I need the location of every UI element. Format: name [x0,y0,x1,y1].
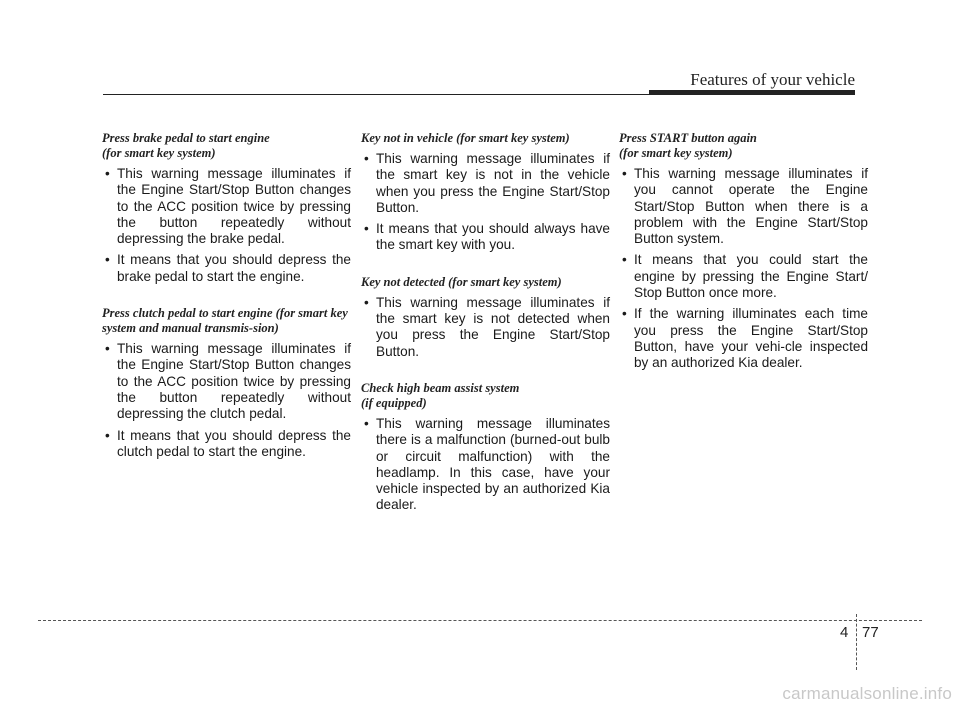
list-item: • This warning message illuminates there is a malfunction (burned-out bulb or circuit malfunction) with the headlamp. In this case, have your vehicle inspected by an authorized Kia dealer. [361,416,610,514]
column-2 [361,131,610,519]
list-item: • It means that you should depress the brake pedal to start the engine. [102,252,351,285]
section-brake-pedal [102,131,351,285]
column-1 [102,131,351,465]
list-item: • It means that you should depress the clutch pedal to start the engine. [102,428,351,461]
section-heading: Key not detected (for smart key system) [361,274,562,289]
section-number: 4 [840,624,849,641]
section-clutch-pedal [102,306,351,460]
section-heading: Press START button again (for smart key system) [619,131,757,160]
bullet-list [361,416,610,514]
list-item: • This warning message illuminates if the smart key is not detected when you press the Engine Start/Stop Button. [361,295,610,360]
section-heading: Press brake pedal to start engine (for smart key system) [102,131,270,160]
section-press-start-again [619,131,868,372]
section-key-not-detected [361,275,610,360]
list-item: • This warning message illuminates if the Engine Start/Stop Button changes to the ACC position twice by pressing the button repeatedly without depressing the clutch pedal. [102,341,351,422]
list-item: • This warning message illuminates if you cannot operate the Engine Start/Stop Button when there is a problem with the Engine Start/Stop Button system. [619,166,868,247]
column-3 [619,131,868,377]
header-accent-bar [649,90,855,95]
section-key-not-in-vehicle [361,131,610,254]
list-item: • This warning message illuminates if the Engine Start/Stop Button changes to the ACC position twice by pressing the button repeatedly without depressing the brake pedal. [102,166,351,247]
list-item: • If the warning illuminates each time you press the Engine Start/Stop Button, have your vehi-cle inspected by an authorized Kia dealer. [619,306,868,371]
list-item: • This warning message illuminates if the smart key is not in the vehicle when you press the Engine Start/Stop Button. [361,151,610,216]
bullet-list [361,295,610,360]
section-heading: Check high beam assist system (if equipped) [361,380,520,410]
bullet-list [102,341,351,460]
list-item: • It means that you should always have the smart key with you. [361,221,610,254]
list-item: • It means that you could start the engine by pressing the Engine Start/ Stop Button once more. [619,252,868,301]
section-high-beam-assist [361,381,610,514]
page-number-divider [856,614,857,670]
section-heading: Key not in vehicle (for smart key system) [361,131,570,145]
bullet-list [361,151,610,254]
section-heading: Press clutch pedal to start engine (for smart key system and manual transmis-sion) [102,306,348,336]
page-number: 77 [862,624,879,641]
footer-rule [38,620,922,621]
bullet-list [619,166,868,372]
header-title: Features of your vehicle [690,70,855,89]
watermark: carmanualsonline.info [782,684,952,703]
bullet-list [102,166,351,285]
